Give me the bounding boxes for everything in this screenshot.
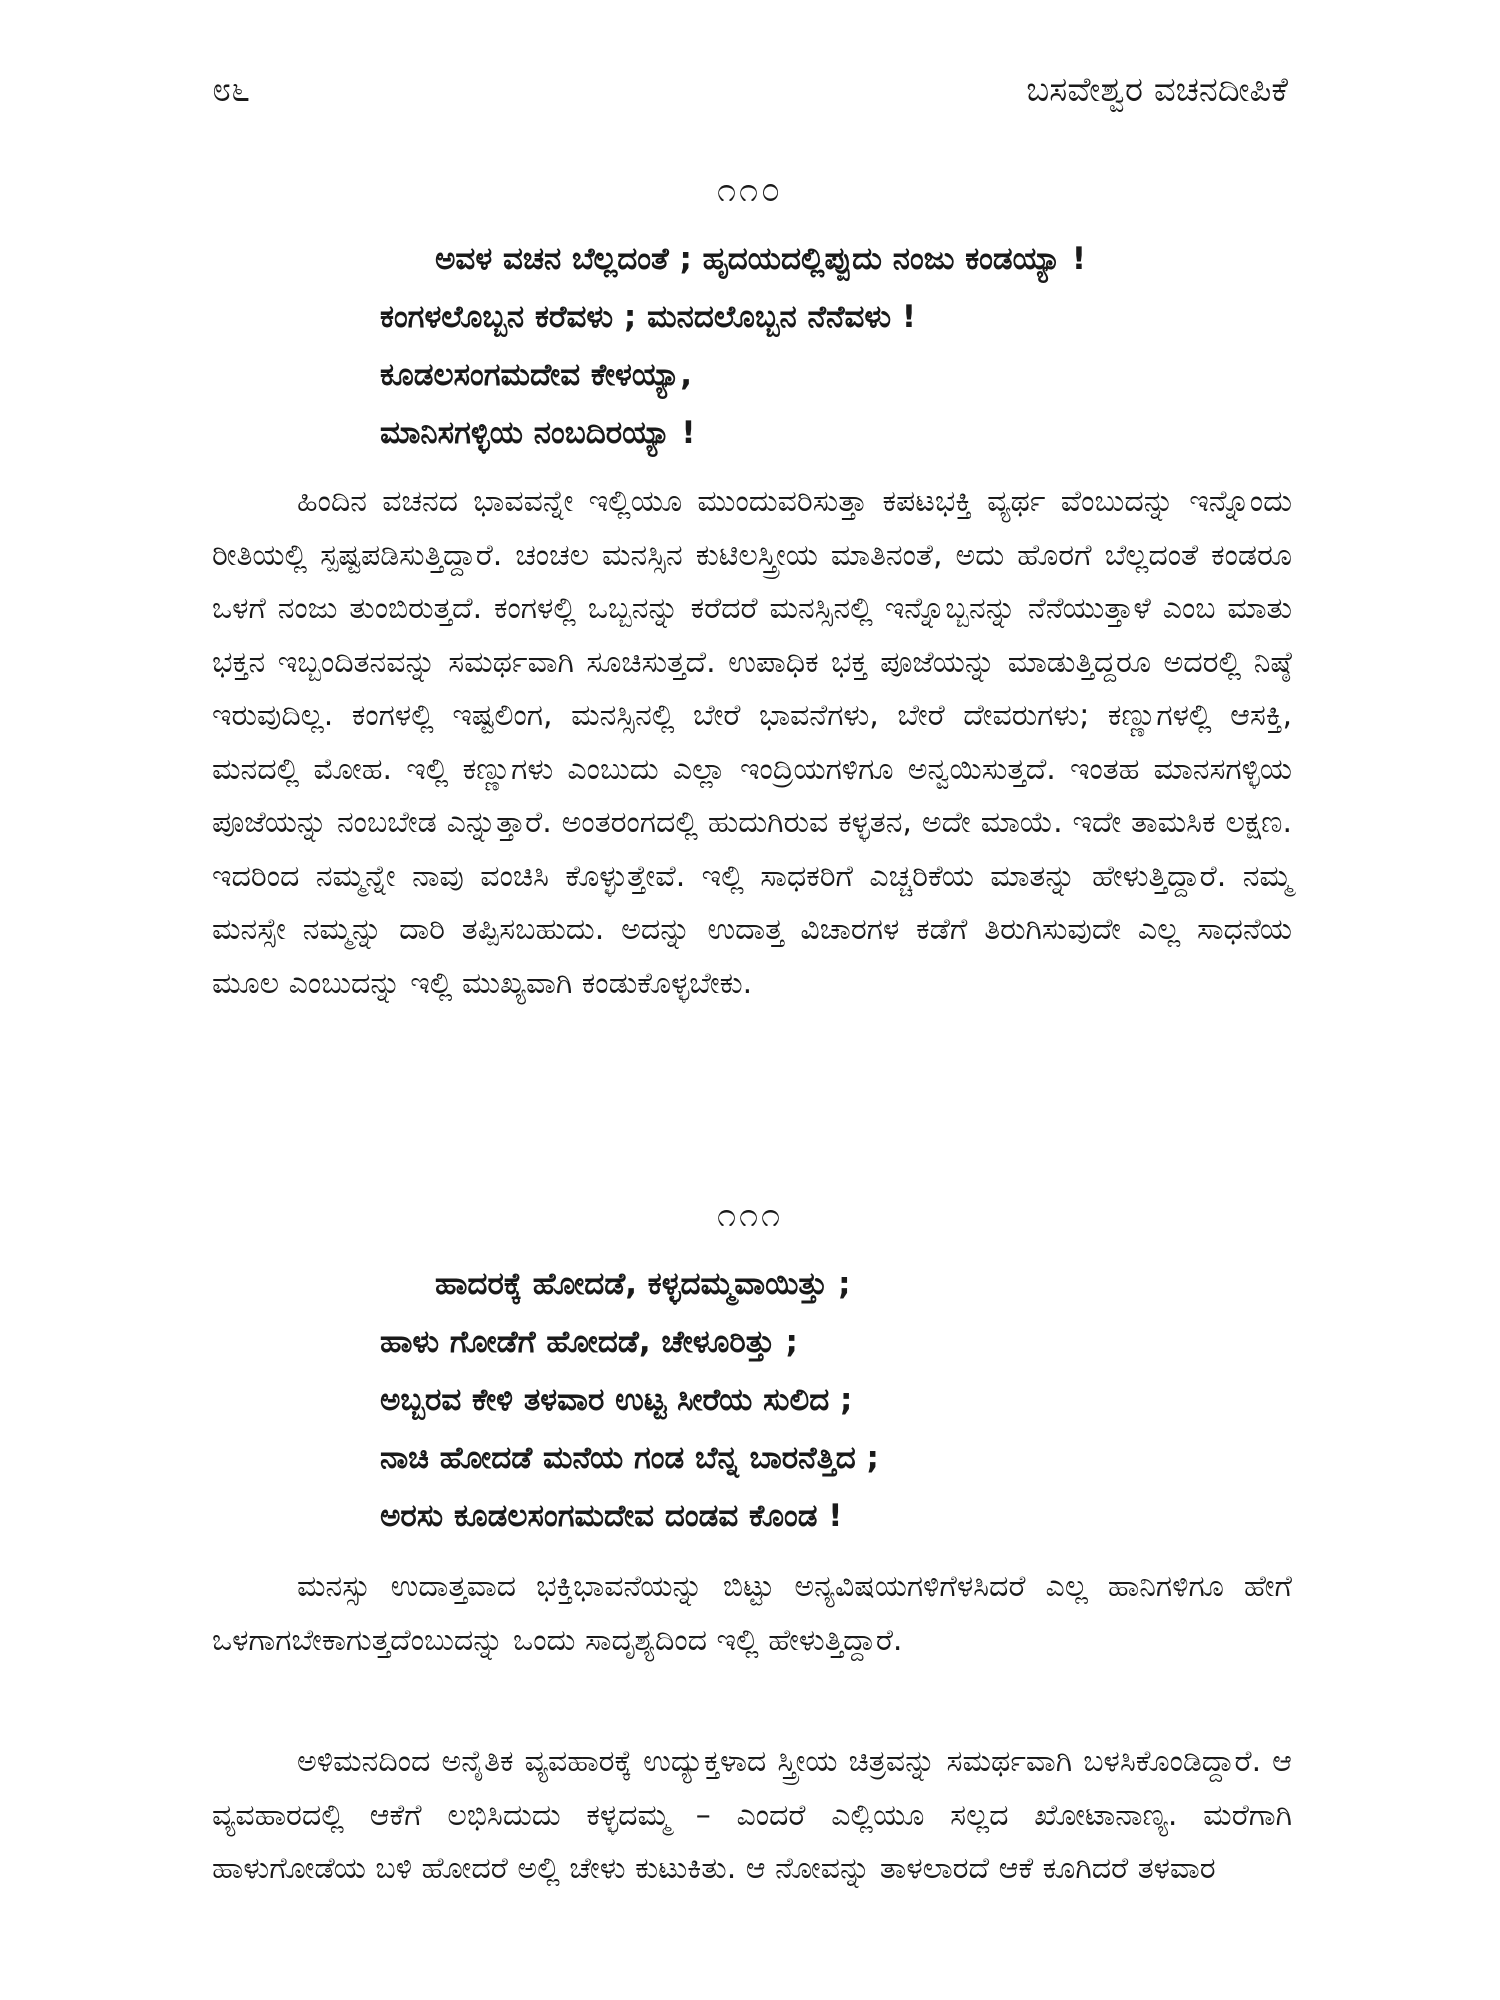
vachana-verse (380, 230, 1310, 462)
verse-line: ಹಾಳು ಗೋಡೆಗೆ ಹೋದಡೆ, ಚೇಳೂರಿತ್ತು ; (380, 1324, 798, 1360)
commentary-paragraph (212, 475, 1292, 1010)
verse-line: ಮಾನಿಸಗಳ್ಳಿಯ ನಂಬದಿರಯ್ಯಾ ! (380, 415, 696, 451)
vachana-number: ೧೧೧ (716, 1195, 784, 1235)
book-title: ಬಸವೇಶ್ವರ ವಚನದೀಪಿಕೆ (1026, 70, 1288, 110)
commentary-paragraph (212, 1735, 1292, 1896)
verse-line: ಹಾದರಕ್ಕೆ ಹೋದಡೆ, ಕಳ್ಳದಮ್ಮವಾಯಿತ್ತು ; (435, 1266, 851, 1302)
verse-line: ಅಬ್ಬರವ ಕೇಳಿ ತಳವಾರ ಉಟ್ಟ ಸೀರೆಯ ಸುಲಿದ ; (380, 1382, 853, 1418)
verse-line: ಕೂಡಲಸಂಗಮದೇವ ಕೇಳಯ್ಯಾ, (380, 357, 693, 393)
verse-line: ಅರಸು ಕೂಡಲಸಂಗಮದೇವ ದಂಡವ ಕೊಂಡ ! (380, 1498, 843, 1534)
vachana-verse (380, 1255, 1310, 1545)
verse-line: ಅವಳ ವಚನ ಬೆಲ್ಲದಂತೆ ; ಹೃದಯದಲ್ಲಿಪ್ಪುದು ನಂಜು ಕಂಡಯ್ಯಾ ! (435, 241, 1086, 277)
page-number: ೮೬ (212, 70, 251, 110)
paragraph-text: ಹಿಂದಿನ ವಚನದ ಭಾವವನ್ನೇ ಇಲ್ಲಿಯೂ ಮುಂದುವರಿಸುತ್ತಾ ಕಪಟಭಕ್ತಿ ವ್ಯರ್ಥ ವೆಂಬುದನ್ನು ಇನ್ನೊಂದು ರೀತಿಯಲ್ಲಿ ಸ್ಪಷ್ಟಪಡಿಸುತ್ತಿದ್ದಾರೆ. ಚಂಚಲ ಮನಸ್ಸಿನ ಕುಟಿಲಸ್ತ್ರೀಯ ಮಾತಿನಂತೆ, ಅದು ಹೊರಗೆ ಬೆಲ್ಲದಂತೆ ಕಂಡರೂ ಒಳಗೆ ನಂಜು ತುಂಬಿರುತ್ತದೆ. ಕಂಗಳಲ್ಲಿ ಒಬ್ಬನನ್ನು ಕರೆದರೆ ಮನಸ್ಸಿನಲ್ಲಿ ಇನ್ನೊಬ್ಬನನ್ನು ನೆನೆಯುತ್ತಾಳೆ ಎಂಬ ಮಾತು ಭಕ್ತನ ಇಬ್ಬಂದಿತನವನ್ನು ಸಮರ್ಥವಾಗಿ ಸೂಚಿಸುತ್ತದೆ. ಉಪಾಧಿಕ ಭಕ್ತ ಪೂಜೆಯನ್ನು ಮಾಡುತ್ತಿದ್ದರೂ ಅದರಲ್ಲಿ ನಿಷ್ಠೆ ಇರುವುದಿಲ್ಲ. ಕಂಗಳಲ್ಲಿ ಇಷ್ಟಲಿಂಗ, ಮನಸ್ಸಿನಲ್ಲಿ ಬೇರೆ ಭಾವನೆಗಳು, ಬೇರೆ ದೇವರುಗಳು; ಕಣ್ಣುಗಳಲ್ಲಿ ಆಸಕ್ತಿ, ಮನದಲ್ಲಿ ಮೋಹ. ಇಲ್ಲಿ ಕಣ್ಣುಗಳು ಎಂಬುದು ಎಲ್ಲಾ ಇಂದ್ರಿಯಗಳಿಗೂ ಅನ್ವಯಿಸುತ್ತದೆ. ಇಂತಹ ಮಾನಸಗಳ್ಳಿಯ ಪೂಜೆಯನ್ನು ನಂಬಬೇಡ ಎನ್ನುತ್ತಾರೆ. ಅಂತರಂಗದಲ್ಲಿ ಹುದುಗಿರುವ ಕಳ್ಳತನ, ಅದೇ ಮಾಯೆ. ಇದೇ ತಾಮಸಿಕ ಲಕ್ಷಣ. ಇದರಿಂದ ನಮ್ಮನ್ನೇ ನಾವು ವಂಚಿಸಿ ಕೊಳ್ಳುತ್ತೇವೆ. ಇಲ್ಲಿ ಸಾಧಕರಿಗೆ ಎಚ್ಚರಿಕೆಯ ಮಾತನ್ನು ಹೇಳುತ್ತಿದ್ದಾರೆ. ನಮ್ಮ ಮನಸ್ಸೇ ನಮ್ಮನ್ನು ದಾರಿ ತಪ್ಪಿಸಬಹುದು. ಅದನ್ನು ಉದಾತ್ತ ವಿಚಾರಗಳ ಕಡೆಗೆ ತಿರುಗಿಸುವುದೇ ಎಲ್ಲ ಸಾಧನೆಯ ಮೂಲ ಎಂಬುದನ್ನು ಇಲ್ಲಿ ಮುಖ್ಯವಾಗಿ ಕಂಡುಕೊಳ್ಳಬೇಕು. (212, 484, 1292, 1001)
verse-line: ಕಂಗಳಲೊಬ್ಬನ ಕರೆವಳು ; ಮನದಲೊಬ್ಬನ ನೆನೆವಳು ! (380, 299, 916, 335)
paragraph-text: ಮನಸ್ಸು ಉದಾತ್ತವಾದ ಭಕ್ತಿಭಾವನೆಯನ್ನು ಬಿಟ್ಟು ಅನ್ಯವಿಷಯಗಳಿಗೆಳಸಿದರೆ ಎಲ್ಲ ಹಾನಿಗಳಿಗೂ ಹೇಗೆ ಒಳಗಾಗಬೇಕಾಗುತ್ತದೆಂಬುದನ್ನು ಒಂದು ಸಾದೃಶ್ಯದಿಂದ ಇಲ್ಲಿ ಹೇಳುತ್ತಿದ್ದಾರೆ. (212, 1569, 1292, 1658)
paragraph-text: ಅಳಿಮನದಿಂದ ಅನೈತಿಕ ವ್ಯವಹಾರಕ್ಕೆ ಉದ್ಯುಕ್ತಳಾದ ಸ್ತ್ರೀಯ ಚಿತ್ರವನ್ನು ಸಮರ್ಥವಾಗಿ ಬಳಸಿಕೊಂಡಿದ್ದಾರೆ. ಆ ವ್ಯವಹಾರದಲ್ಲಿ ಆಕೆಗೆ ಲಭಿಸಿದುದು ಕಳ್ಳದಮ್ಮ – ಎಂದರೆ ಎಲ್ಲಿಯೂ ಸಲ್ಲದ ಖೋಟಾನಾಣ್ಯ. ಮರೆಗಾಗಿ ಹಾಳುಗೋಡೆಯ ಬಳಿ ಹೋದರೆ ಅಲ್ಲಿ ಚೇಳು ಕುಟುಕಿತು. ಆ ನೋವನ್ನು ತಾಳಲಾರದೆ ಆಕೆ ಕೂಗಿದರೆ ತಳವಾರ (212, 1744, 1292, 1886)
commentary-paragraph (212, 1560, 1292, 1667)
verse-line: ನಾಚಿ ಹೋದಡೆ ಮನೆಯ ಗಂಡ ಬೆನ್ನ ಬಾರನೆತ್ತಿದ ; (380, 1440, 879, 1476)
vachana-number: ೧೧೦ (716, 170, 784, 210)
